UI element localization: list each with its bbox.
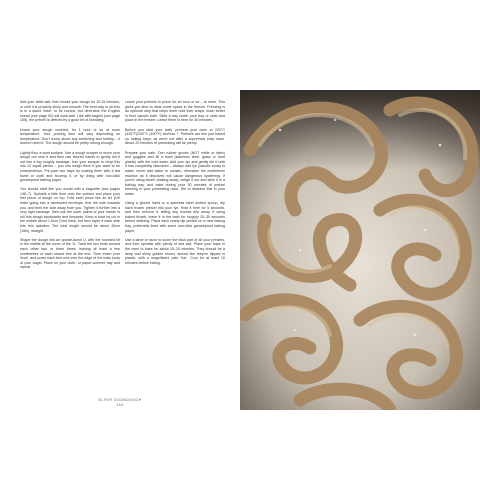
salt-flake (299, 249, 301, 251)
paragraph: Before you start your bath, preheat your oven to 220°C (425°F)/200°C (400°F) fan/Gas 7. Pretzels are fine just baked on baking trays, as we're not after a supremely crisp base. About 20 minutes of preheating will be plenty. (125, 127, 225, 146)
paragraph: Leave your dough covered, for 1 hour or so at room temperature. Your proving time will vary depending on temperature. Don't worry about any stretching and folding – it doesn't need it. The dough should be pretty strong enough. (20, 127, 120, 146)
text-column-2 (125, 100, 225, 270)
page-footer (0, 398, 240, 407)
paragraph: Using a gloved hand or a stainless steel slotted spoon, dip each frozen pretzel into your lye. Hold it here for 5 seconds, and then remove it, letting any excess drip away. If using baked bicarb, leave it in the bath for roughly 20–30 seconds before draining. Place each ready-dip pretzel on a new baking tray, preferably lined with some non-stick greaseproof baking paper. (125, 201, 225, 233)
salt-flake (294, 329, 296, 331)
paragraph: Leave your pretzels to prove for an hour or so – to more. This gives you time to clear some space in the freezer. Freezing is an optional step that helps them hold their shape much better in their caustic bath. Slide a tray under your tray or cloth and place in the freezer. Leave them in here for 30 minutes. (125, 100, 225, 123)
right-page (240, 0, 480, 480)
salt-flake (439, 144, 442, 147)
paragraph: Add your table salt, then knead your dough for 10-15 minutes, or until it is properly shiny and smooth. The best way to do this is in a stand mixer, to be honest, but otherwise the English knead (see page 52) will work well. Like with bagels (see page 166), the pretzel is defined by a good bit of kneading. (20, 100, 120, 123)
salt-flake (424, 229, 426, 231)
running-title: OLFER DOUBDOUGH (98, 398, 142, 402)
salt-flake (414, 334, 417, 337)
salt-flake (334, 119, 336, 121)
salt-flake (349, 274, 351, 276)
salt-flake (279, 129, 281, 131)
photo-illustration (240, 90, 480, 410)
paragraph: Shape the dough into an upside-down U, with the rounded bit in the middle at the curve of the 'U'. Twist the two ends around each other two or three times, leaving at least a few centimetres of each strand free at the end. Then invert your 'knot', and press each free end onto the edge of the main body of your bagel. Place on your cloth- or paper-covered tray and repeat (20, 237, 120, 270)
page-number: 164 (116, 403, 124, 407)
paragraph: Lightly flour a work surface. Use a dough scraper to move your dough out onto it and then use floured hands to gently roll it out into a log roughly sausage. Use your scraper to chop this into 12 equal pieces – you can weigh them if you want to be conscientious. Pre-pare two trays by coating them with a tea towel or cloth and flouring it, or by lining with non-stick greaseproof baking paper. (20, 150, 120, 183)
pretzels-on-parchment-photo (240, 90, 480, 410)
paragraph: Use a lame or razor to score the thick part of all your pretzels, and then sprinkle with plenty of sea salt. Place your trays in the oven to bake for about 15–20 minutes. They should be a deep and shiny golden brown, almost like they've dipped in plastic, with a magnificent pale 'bar'. Cool for at least 10 minutes before eating. (125, 237, 225, 265)
paragraph: Prepare your bath. Don rubber gloves (NOT nitrile or latex) and goggles and fill a bowl (stainless steel, glass or hard plastic) with the cold water. Add your lye and gently stir it until it has completely dissolved – always add lye (caustic soda) to water, never add water to caustic, otherwise the exothermic reaction as it dissolves will cause dangerous spattering. If you're using bicarb (baking soda), weigh it out and stick it in a baking tray, and bake during your 30 minutes of pretzel freezing in your preheating oven. Stir to dissolve this in your water. (125, 150, 225, 196)
text-column-1 (20, 100, 120, 275)
paragraph: You should start like you would with a baguette (see pages 146–7). Sprinkle a little flour onto the surface and place your first piece of dough on top. Fold each piece like an A4 (US letter going into a windowed envelope, first the side towards you, and then the side away from you. Tighten it further into a very tight sausage, then use the outer palms of your hands to roll this dough backwards and forwards. Keep a bowl by cut in the middle about 1.5cm (¾in) thick, but then taper it each side into thin spindles. The total length should be about 40cm (16in), straight. (20, 187, 120, 233)
